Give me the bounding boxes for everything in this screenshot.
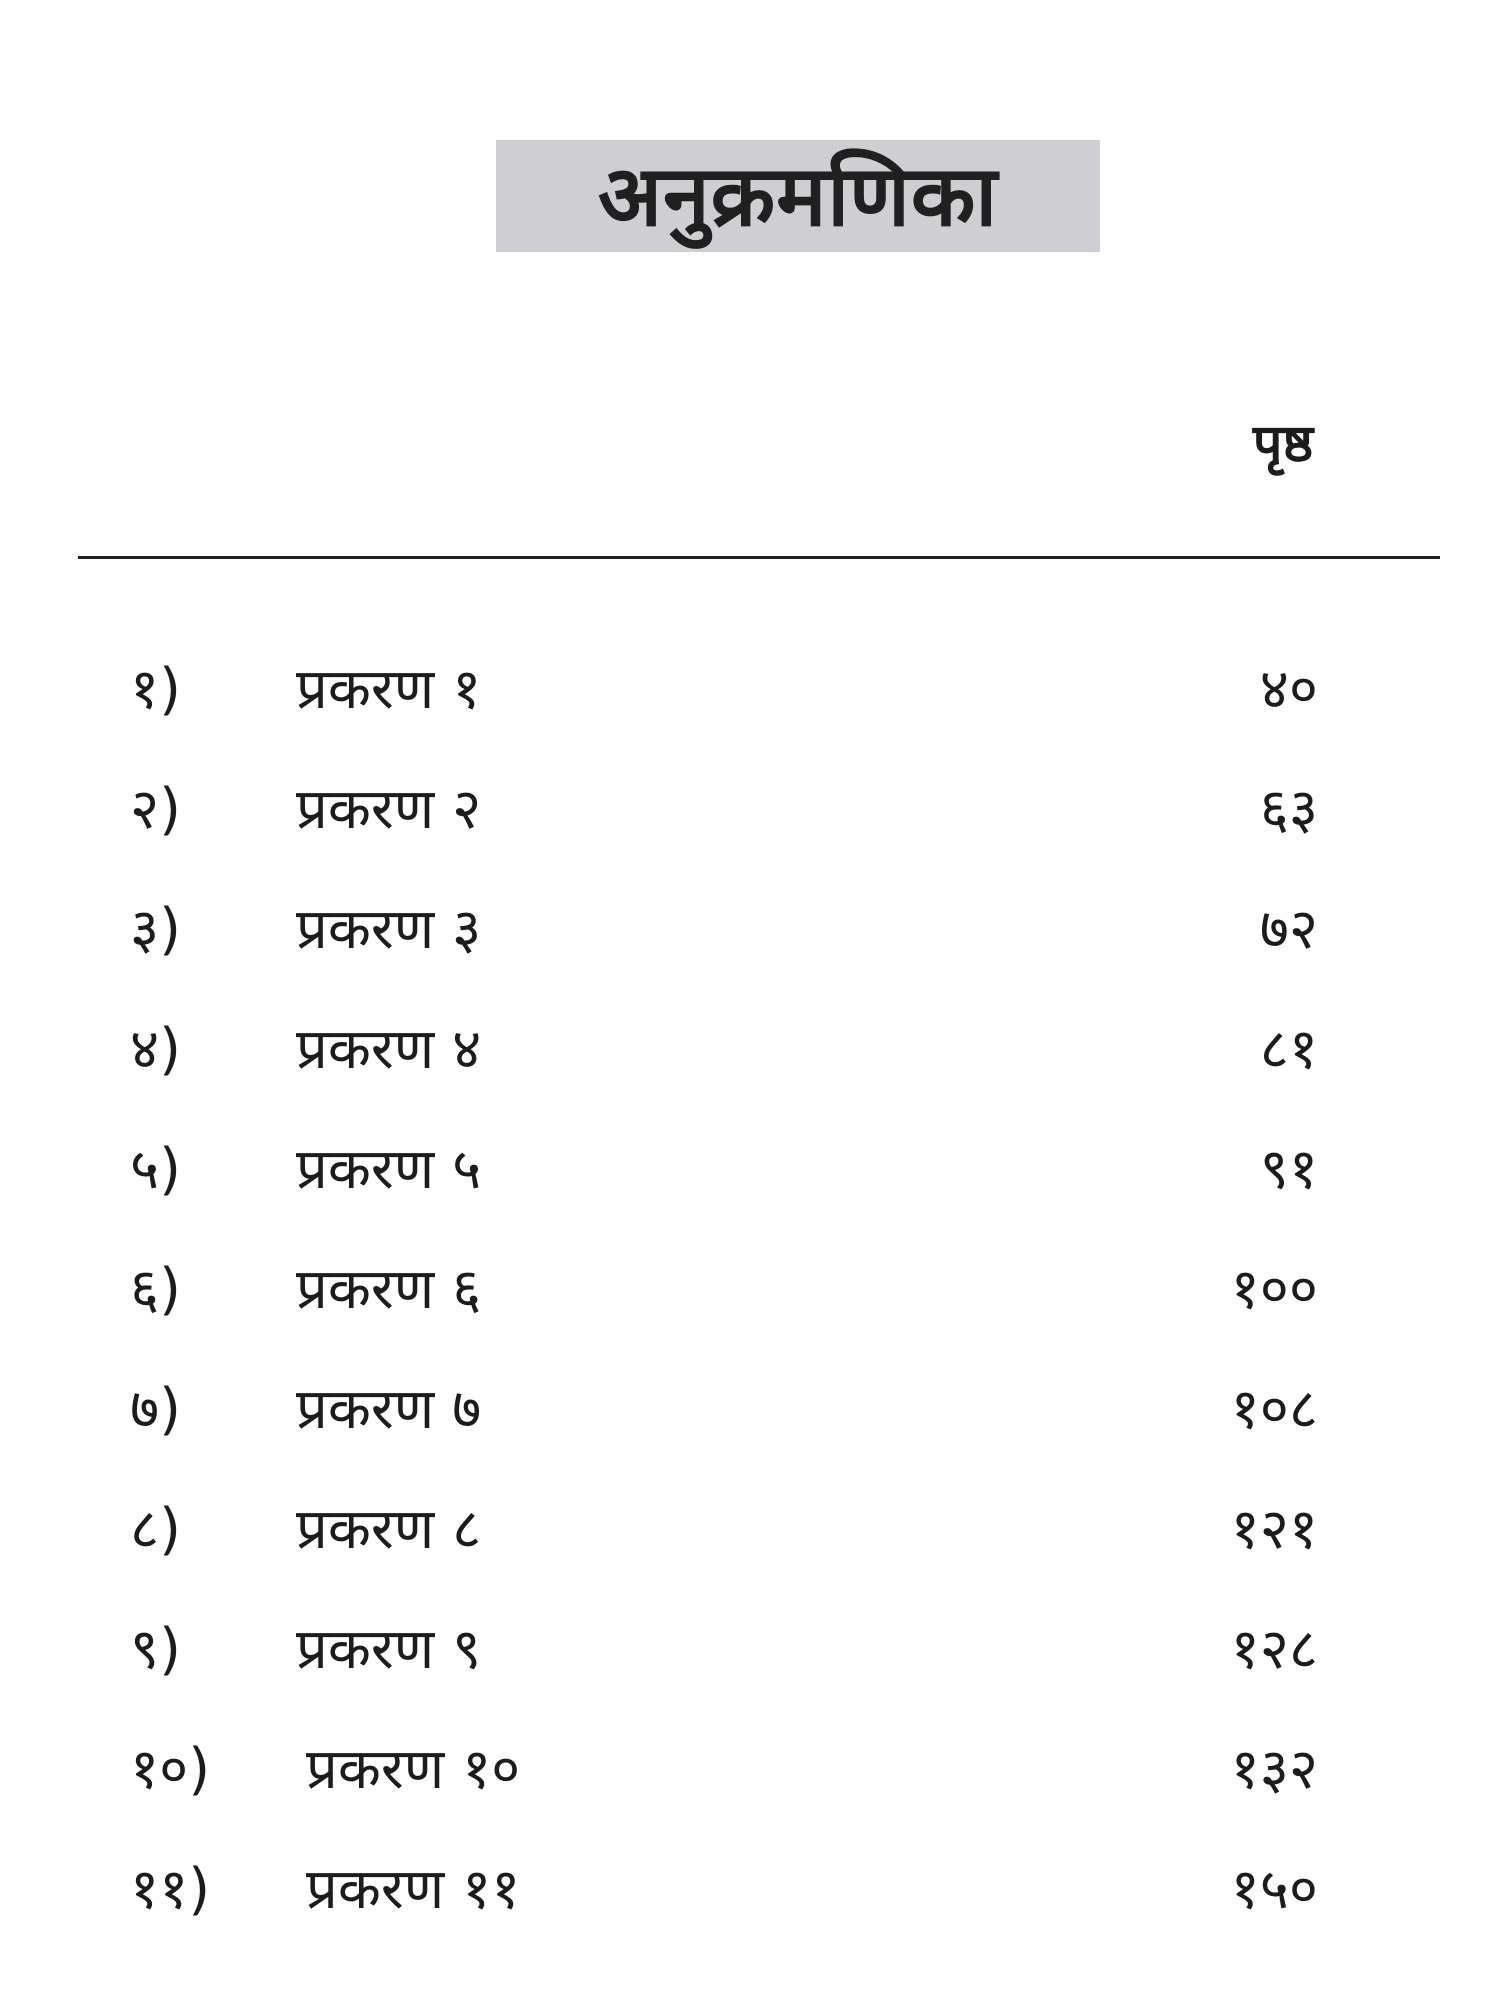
page-title: अनुक्रमणिका bbox=[597, 147, 999, 245]
toc-entry-number: ११) bbox=[130, 1857, 211, 1922]
toc-entry-page: ६३ bbox=[1259, 777, 1318, 842]
toc-entry-number: ५) bbox=[130, 1137, 181, 1202]
toc-entry-page: १२८ bbox=[1230, 1617, 1318, 1682]
toc-entry-number: ६) bbox=[130, 1257, 181, 1322]
toc-entry-number: २) bbox=[130, 777, 181, 842]
toc-entry-page: ४० bbox=[1259, 657, 1318, 722]
toc-entry-page: ९१ bbox=[1259, 1137, 1318, 1202]
toc-entry-number: ७) bbox=[130, 1377, 181, 1442]
toc-entry[interactable] bbox=[0, 1370, 1500, 1450]
toc-entry-page: १०० bbox=[1230, 1257, 1318, 1322]
toc-entry-number: १०) bbox=[130, 1737, 211, 1802]
toc-entry[interactable] bbox=[0, 1130, 1500, 1210]
toc-entry[interactable] bbox=[0, 1730, 1500, 1810]
toc-entry-label: प्रकरण ११ bbox=[306, 1857, 521, 1922]
toc-entry[interactable] bbox=[0, 1250, 1500, 1330]
toc-entry-number: ९) bbox=[130, 1617, 181, 1682]
toc-entry[interactable] bbox=[0, 1850, 1500, 1930]
toc-entry[interactable] bbox=[0, 1490, 1500, 1570]
toc-entry-label: प्रकरण १ bbox=[296, 657, 482, 722]
toc-entry-label: प्रकरण ५ bbox=[296, 1137, 482, 1202]
toc-entry-label: प्रकरण १० bbox=[306, 1737, 521, 1802]
toc-entry-number: ४) bbox=[130, 1017, 181, 1082]
toc-entry-page: १०८ bbox=[1230, 1377, 1318, 1442]
toc-entry-page: १३२ bbox=[1230, 1737, 1318, 1802]
toc-entry-page: १२१ bbox=[1230, 1497, 1318, 1562]
toc-entry-label: प्रकरण ८ bbox=[296, 1497, 482, 1562]
toc-entry-label: प्रकरण ९ bbox=[296, 1617, 482, 1682]
toc-entry-label: प्रकरण ६ bbox=[296, 1257, 482, 1322]
toc-entry-label: प्रकरण ३ bbox=[296, 897, 482, 962]
toc-entry-page: १५० bbox=[1230, 1857, 1318, 1922]
toc-entry-label: प्रकरण ७ bbox=[296, 1377, 482, 1442]
toc-entry[interactable] bbox=[0, 1010, 1500, 1090]
toc-entry-number: ३) bbox=[130, 897, 181, 962]
toc-entry-label: प्रकरण २ bbox=[296, 777, 482, 842]
toc-entry[interactable] bbox=[0, 1610, 1500, 1690]
toc-entry-label: प्रकरण ४ bbox=[296, 1017, 482, 1082]
toc-entry-page: ८१ bbox=[1259, 1017, 1318, 1082]
toc-entry[interactable] bbox=[0, 890, 1500, 970]
toc-entry-number: १) bbox=[130, 657, 181, 722]
toc-entry-page: ७२ bbox=[1259, 897, 1318, 962]
toc-entry-number: ८) bbox=[130, 1497, 181, 1562]
toc-entry[interactable] bbox=[0, 770, 1500, 850]
page-column-header: पृष्ठ bbox=[1252, 414, 1314, 474]
toc-entry[interactable] bbox=[0, 650, 1500, 730]
